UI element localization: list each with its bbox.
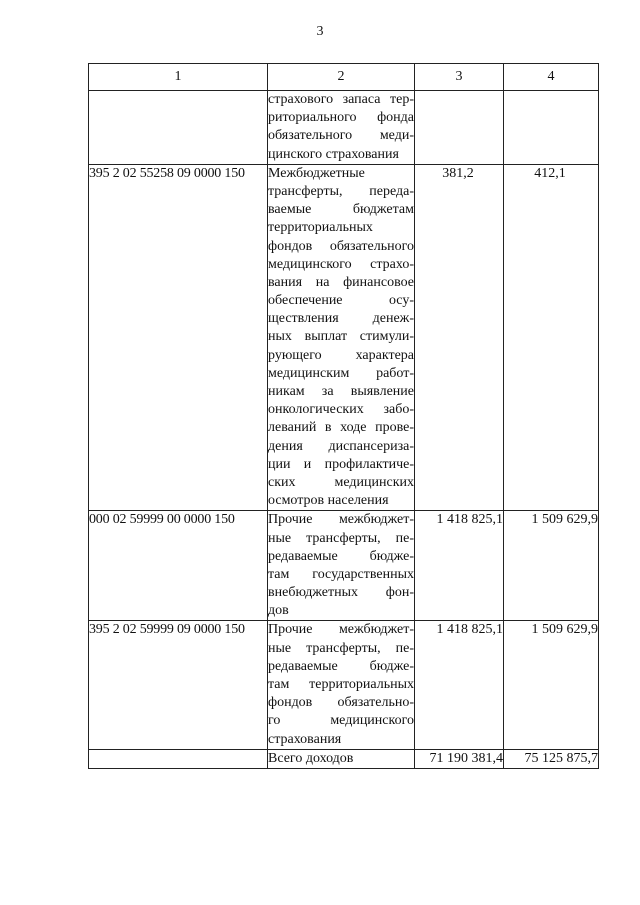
revenue-name-line: леваний в ходе прове-: [268, 420, 414, 436]
plan-value-year1-cell: 1 418 825,1: [415, 511, 504, 621]
total-value-year2: 75 125 875,7: [504, 749, 599, 768]
revenue-name-line: страхования: [268, 731, 342, 747]
revenue-name-cell: [268, 91, 415, 165]
revenue-name-line: территориальных: [268, 220, 373, 236]
revenue-name-line: осмотров населения: [268, 493, 389, 509]
plan-value-year2-cell: 1 509 629,9: [504, 511, 599, 621]
revenue-name-line: ных выплат стимули-: [268, 329, 414, 345]
revenue-name-cell: [268, 511, 415, 621]
budget-code-cell: 395 2 02 55258 09 0000 150: [89, 164, 268, 511]
budget-code-cell: 000 02 59999 00 0000 150: [89, 511, 268, 621]
revenue-name-line: дов: [268, 603, 289, 619]
revenue-name-line: фондов обязательно-: [268, 695, 414, 711]
total-code-cell: [89, 749, 268, 768]
table-row: [89, 621, 599, 749]
revenue-name-line: там территориальных: [268, 677, 414, 692]
revenue-name-line: трансферты, переда-: [268, 183, 414, 199]
plan-value-year1-cell: [415, 91, 504, 165]
revenue-name-line: медицинским работ-: [268, 365, 414, 381]
revenue-name-line: дения диспансериза-: [268, 438, 414, 454]
revenue-name-line: обеспечение осу-: [268, 293, 414, 309]
revenue-name-line: внебюджетных фон-: [268, 585, 414, 601]
column-header-1: 1: [89, 64, 268, 91]
revenue-name-line: редаваемые бюдже-: [268, 548, 414, 564]
plan-value-year2-cell: [504, 91, 599, 165]
revenue-name-line: Прочие межбюджет-: [268, 622, 414, 638]
plan-value-year1-cell: 1 418 825,1: [415, 621, 504, 749]
plan-value-year1-cell: 381,2: [415, 164, 504, 511]
table-row: [89, 164, 599, 511]
revenue-name-cell: [268, 621, 415, 749]
revenue-table: [88, 63, 599, 769]
revenue-name-line: ции и профилактиче-: [268, 456, 414, 472]
revenue-name-line: ществления денеж-: [268, 311, 414, 327]
revenue-name-line: Межбюджетные: [268, 165, 365, 181]
budget-code-cell: [89, 91, 268, 165]
revenue-name-line: Прочие межбюджет-: [268, 512, 414, 528]
revenue-name-line: цинского страхования: [268, 146, 399, 162]
revenue-name-line: риториального фонда: [268, 110, 414, 126]
revenue-name-line: рующего характера: [268, 347, 414, 363]
revenue-name-line: го медицинского: [268, 713, 414, 729]
revenue-name-line: ских медицинских: [268, 474, 414, 490]
revenue-name-line: медицинского страхо-: [268, 256, 414, 272]
total-label: Всего доходов: [268, 749, 415, 768]
plan-value-year2-cell: 1 509 629,9: [504, 621, 599, 749]
revenue-name-line: обязательного меди-: [268, 128, 414, 144]
revenue-name-line: там государственных: [268, 566, 414, 582]
revenue-name-line: онкологических забо-: [268, 402, 414, 418]
revenue-name-line: никам за выявление: [268, 384, 414, 399]
page-number: 3: [316, 24, 324, 39]
column-header-3: 3: [415, 64, 504, 91]
total-value-year1: 71 190 381,4: [415, 749, 504, 768]
column-header-4: 4: [504, 64, 599, 91]
revenue-name-line: вания на финансовое: [268, 274, 414, 290]
revenue-name-line: ные трансферты, пе-: [268, 640, 414, 656]
total-row: [89, 749, 599, 768]
revenue-name-line: редаваемые бюдже-: [268, 658, 414, 674]
revenue-name-line: ные трансферты, пе-: [268, 530, 414, 546]
revenue-name-line: ваемые бюджетам: [268, 202, 414, 218]
budget-code-cell: 395 2 02 59999 09 0000 150: [89, 621, 268, 749]
table-row: [89, 511, 599, 621]
table-header-row: [89, 64, 599, 91]
revenue-name-line: фондов обязательного: [268, 238, 414, 254]
revenue-name-line: страхового запаса тер-: [268, 92, 414, 107]
column-header-2: 2: [268, 64, 415, 91]
revenue-name-cell: [268, 164, 415, 511]
table-row: [89, 91, 599, 165]
plan-value-year2-cell: 412,1: [504, 164, 599, 511]
